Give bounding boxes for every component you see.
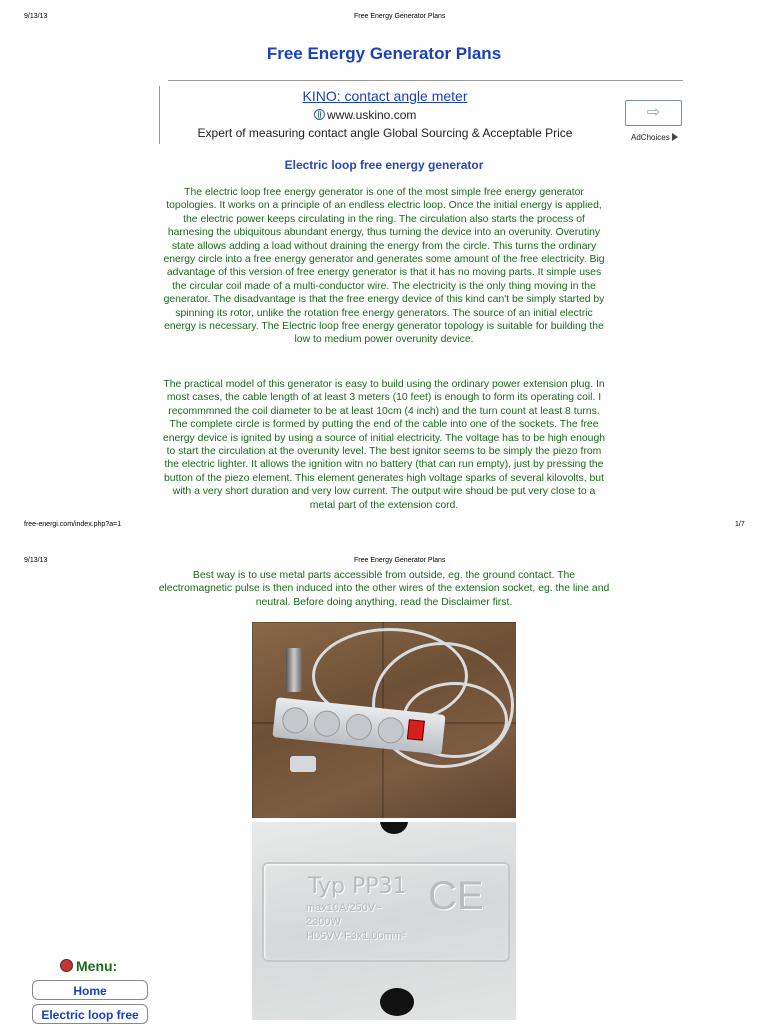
print-date-2: 9/13/13: [24, 557, 48, 564]
adchoices-icon: [672, 133, 678, 141]
label-type: Typ PP31: [308, 874, 407, 899]
socket: [281, 706, 310, 735]
label-spec-3: H05VV-F3x1,00mm²: [306, 930, 406, 942]
ad-url-text: www.uskino.com: [327, 108, 417, 122]
divider: [168, 80, 683, 81]
screw-hole: [380, 988, 414, 1016]
print-title-2: Free Energy Generator Plans: [354, 557, 446, 564]
screw-hole: [380, 822, 408, 834]
menu-home-button[interactable]: Home: [32, 980, 148, 1000]
menu-electric-loop-button[interactable]: Electric loop free: [32, 1004, 148, 1024]
section-heading: Electric loop free energy generator: [284, 158, 484, 172]
ad-title-link[interactable]: KINO: contact angle meter: [302, 88, 468, 104]
label-spec-1: max10A/250V~: [306, 902, 382, 914]
page-title: Free Energy Generator Plans: [266, 44, 502, 63]
plug: [290, 756, 316, 772]
red-switch: [407, 719, 425, 741]
photo-extension-strip: [252, 622, 516, 818]
ad-banner[interactable]: [159, 86, 692, 144]
footer-url: free-energi.com/index.php?a=1: [24, 521, 122, 528]
ce-mark: CE: [428, 874, 484, 918]
paragraph-1: The electric loop free energy generator is one of the most simple free energy generator topologies. It works on a principle of an endless electric loop. Once the initial energy is applied, the electric power keeps circulating in the ring. The circulation also starts the process of harnesing the ubiquitous abundant energy, thus turning the device into an overunity. Overutiny state allows adding a load without draining the energy from the circle. This turns the ordinary energy circle into a free energy generator and generates some amount of the free electricity. Big advantage of this version of free energy generator is that it has no moving parts. It simple uses the circular coil made of a multi-conductor wire. The electricity is the only thing moving in the generator. The disadvantage is that the free energy device of this kind can't be simply started by spinning its rotor, unlike the rotation free energy generators. The source of an initial electric energy is necessary. The Electric loop free energy generator topology is suitable for building the low to medium power overunity device.: [163, 187, 605, 346]
footer-page: 1/7: [735, 521, 745, 528]
print-date: 9/13/13: [24, 13, 48, 20]
globe-icon: [314, 109, 325, 120]
print-title: Free Energy Generator Plans: [354, 13, 446, 20]
socket: [313, 709, 342, 738]
paragraph-3: Best way is to use metal parts accessible from outside, eg. the ground contact. The electromagnetic pulse is then induced into the other wires of the extension socket, eg. the line and neutral. Before doing anything, read the Disclaimer first.: [158, 570, 610, 608]
label-spec-2: 2300W: [306, 916, 341, 928]
arrow-right-icon[interactable]: ⇨: [625, 100, 682, 126]
socket: [376, 716, 405, 745]
adchoices-label: AdChoices: [631, 133, 670, 142]
menu-title: [60, 958, 117, 974]
menu-title-label: Menu:: [76, 958, 118, 974]
menu-icon: [60, 959, 73, 972]
adchoices-link[interactable]: [631, 133, 678, 142]
ad-url[interactable]: [314, 108, 416, 122]
battery: [286, 648, 302, 692]
socket: [345, 713, 374, 742]
ad-description: Expert of measuring contact angle Global Sourcing & Acceptable Price: [197, 126, 573, 140]
photo-label-closeup: [252, 822, 516, 1020]
paragraph-2: The practical model of this generator is easy to build using the ordinary power extension plug. In most cases, the cable length of at least 3 meters (10 feet) is enough to form its operating coil. I recommmned the coil diameter to be at least 10cm (4 inch) and the turn count at least 8 turns. The complete circle is formed by putting the end of the cable into one of the sockets. The free energy device is ignited by using a source of initial electricity. The voltage has to be high enough to start the circulation at the overunity level. The best ignitor seems to be simply the piezo from the electric lighter. It allows the ignition witn no battery (that can run empty), just by pressing the button of the piezo element. This element generates high voltage sparks of several kilovolts, but with a very short duration and very low current. The output wire shoud be put very close to a metal part of the extension cord.: [162, 379, 606, 511]
